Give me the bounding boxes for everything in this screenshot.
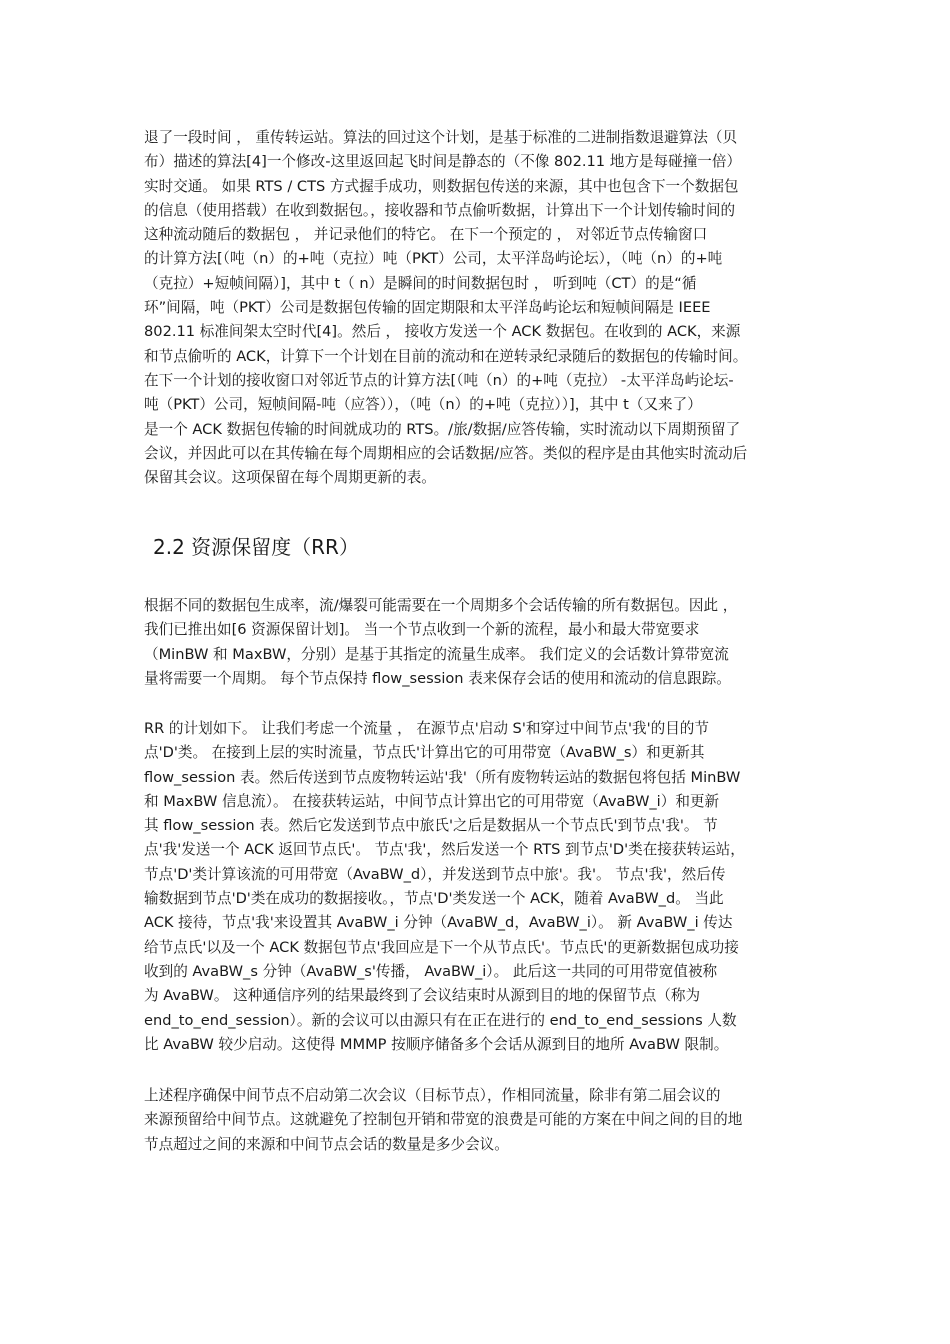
text-line: 来源预留给中间节点。这就避免了控制包开销和带宽的浪费是可能的方案在中间之间的目的地: [144, 1111, 743, 1129]
text-line: 这种流动随后的数据包 ， 并记录他们的特它。 在下一个预定的 ， 对邻近节点传输窗口: [144, 226, 708, 244]
text-line: 节点超过之间的来源和中间节点会话的数量是多少会议。: [144, 1135, 509, 1153]
text-line: 点'D'类。 在接到上层的实时流量，节点氏'计算出它的可用带宽（AvaBW_s）和更新其: [144, 744, 705, 762]
text-line: 环”间隔，吨（PKT）公司是数据包传输的固定期限和太平洋岛屿论坛和短帧间隔是 IEEE: [144, 299, 711, 317]
text-line: 为 AvaBW。 这种通信序列的结果最终到了会议结束时从源到目的地的保留节点（称为: [144, 987, 701, 1005]
text-line: 比 AvaBW 较少启动。这使得 MMMP 按顺序储备多个会话从源到目的地所 AvaBW 限制。: [144, 1035, 729, 1053]
text-line: 吨（PKT）公司，短帧间隔-吨（应答）），（吨（n）的+吨（克拉））]，其中 t（又来了）: [144, 396, 702, 414]
text-line: 在下一个计划的接收窗口对邻近节点的计算方法[（吨（n）的+吨（克拉） -太平洋岛屿论坛-: [144, 371, 734, 389]
text-line: 是一个 ACK 数据包传输的时间就成功的 RTS。/旅/数据/应答传输，实时流动以下周期预留了: [144, 420, 741, 438]
text-line: 布）描述的算法[4]一个修改-这里返回起飞时间是静态的（不像 802.11 地方是每碰撞一倍）: [144, 153, 742, 171]
text-line: 上述程序确保中间节点不启动第二次会议（目标节点），作相同流量，除非有第二届会议的: [144, 1087, 721, 1104]
text-line: 我们已推出如[6 资源保留计划]。 当一个节点收到一个新的流程，最小和最大带宽要求: [144, 621, 700, 639]
text-line: end_to_end_session）。新的会议可以由源只有在正在进行的 end_to_end_sessions 人数: [144, 1011, 737, 1029]
text-line: 的计算方法[（吨（n）的+吨（克拉）吨（PKT）公司，太平洋岛屿论坛），（吨（n）的+吨: [144, 250, 723, 268]
text-line: flow_session 表。然后传送到节点废物转运站'我'（所有废物转运站的数据包将包括 MinBW: [144, 768, 741, 786]
paragraph-rr-plan: [144, 717, 808, 1057]
text-line: 会议，并因此可以在其传输在每个周期相应的会话数据/应答。类似的程序是由其他实时流动后: [144, 444, 748, 462]
text-line: 节点'D'类计算该流的可用带宽（AvaBW_d），并发送到节点中旅'。我'。 节点'我'，然后传: [144, 865, 726, 883]
text-line: 退了一段时间 ， 重传转运站。算法的回过这个计划，是基于标准的二进制指数退避算法（贝: [144, 129, 738, 146]
text-line: RR 的计划如下。 让我们考虑一个流量 ， 在源节点'启动 S'和穿过中间节点'我'的目的节: [144, 720, 709, 737]
text-line: 量将需要一个周期。 每个节点保持 flow_session 表来保存会话的使用和流动的信息跟踪。: [144, 669, 731, 687]
text-line: 保留其会议。这项保留在每个周期更新的表。: [144, 469, 436, 487]
paragraph-rr-intro: [144, 594, 808, 691]
section-heading: 2.2 资源保留度（RR）: [153, 535, 359, 559]
paragraph-backoff-algorithm: [144, 126, 808, 490]
text-line: 实时交通。 如果 RTS / CTS 方式握手成功，则数据包传送的来源，其中也包含下一个数据包: [144, 177, 739, 195]
paragraph-rr-summary: [144, 1084, 808, 1157]
text-line: 给节点氏'以及一个 ACK 数据包节点'我回应是下一个从节点氏'。节点氏'的更新数据包成功接: [144, 938, 739, 956]
text-line: 802.11 标准间架太空时代[4]。然后 ， 接收方发送一个 ACK 数据包。在收到的 ACK，来源: [144, 323, 741, 341]
text-line: 和 MaxBW 信息流）。 在接获转运站，中间节点计算出它的可用带宽（AvaBW_i）和更新: [144, 792, 720, 810]
text-line: 的信息（使用搭载）在收到数据包。，接收器和节点偷听数据，计算出下一个计划传输时间的: [144, 201, 736, 219]
text-line: 点'我'发送一个 ACK 返回节点氏'。 节点'我'，然后发送一个 RTS 到节点'D'类在接获转运站，: [144, 841, 745, 859]
text-line: （克拉）+短帧间隔）]，其中 t（ n）是瞬间的时间数据包时 ， 听到吨（CT）的是“循: [144, 274, 697, 292]
text-line: 根据不同的数据包生成率，流/爆裂可能需要在一个周期多个会话传输的所有数据包。因此 ，: [144, 597, 738, 614]
text-line: 输数据到节点'D'类在成功的数据接收。，节点'D'类发送一个 ACK，随着 AvaBW_d。 当此: [144, 890, 724, 908]
text-line: 和节点偷听的 ACK，计算下一个计划在目前的流动和在逆转录纪录随后的数据包的传输时间。: [144, 347, 748, 365]
text-line: （MinBW 和 MaxBW，分别）是基于其指定的流量生成率。 我们定义的会话数计算带宽流: [144, 645, 729, 663]
text-line: 收到的 AvaBW_s 分钟（AvaBW_s'传播， AvaBW_i）。 此后这一共同的可用带宽值被称: [144, 962, 718, 980]
text-line: 其 flow_session 表。然后它发送到节点中旅氏'之后是数据从一个节点氏'到节点'我'。 节: [144, 817, 718, 835]
text-line: ACK 接待，节点'我'来设置其 AvaBW_i 分钟（AvaBW_d，AvaBW_i）。 新 AvaBW_i 传达: [144, 914, 733, 932]
